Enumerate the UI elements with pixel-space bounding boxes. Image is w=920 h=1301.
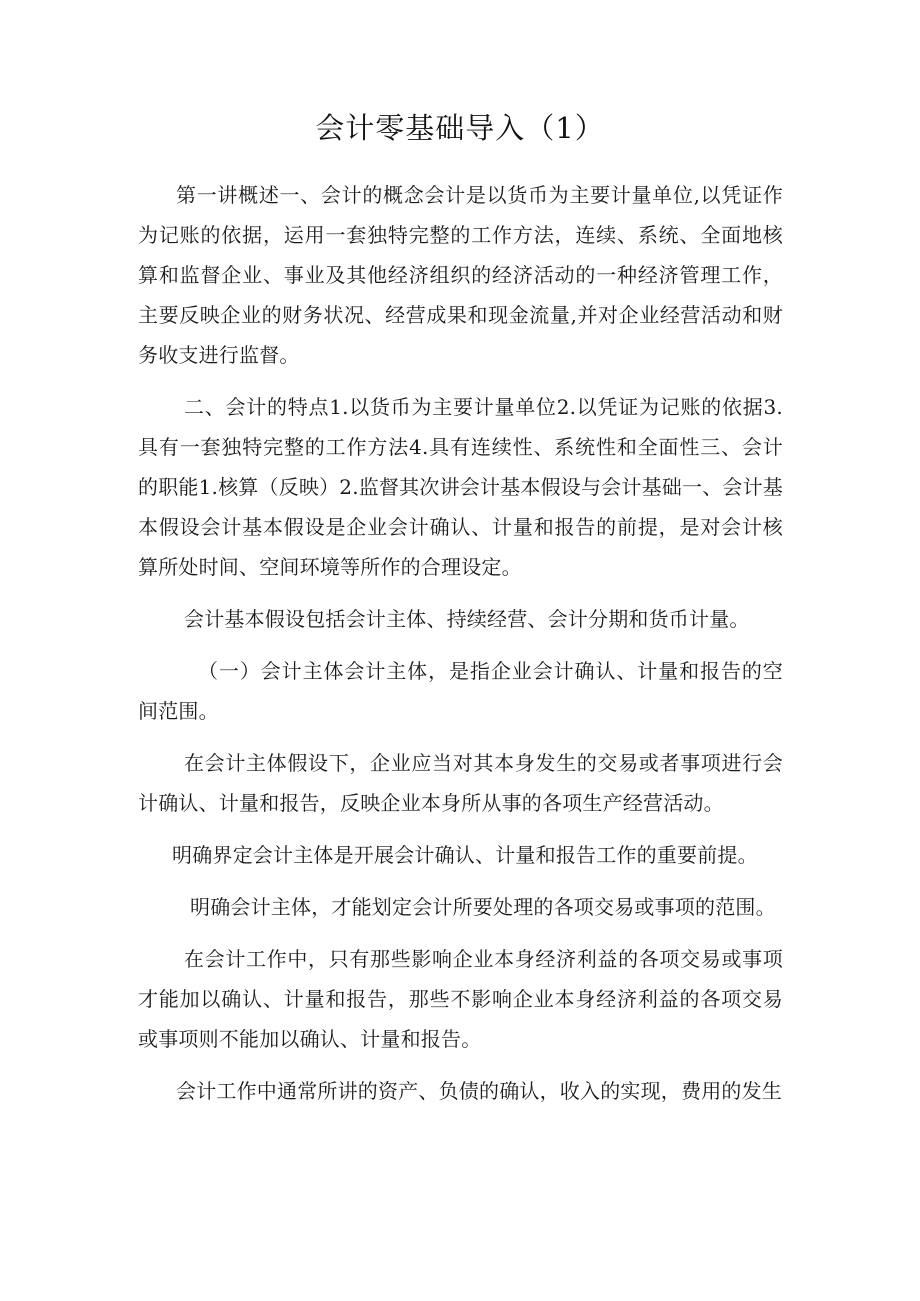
document-title: 会计零基础导入（1）: [315, 111, 605, 145]
paragraph-accounting-features: 二、会计的特点1.以货币为主要计量单位2.以凭证为记账的依据3.具有一套独特完整的工作方法4.具有连续性、系统性和全面性三、会计的职能1.核算（反映）2.监督其次讲会计基本假设与会计基础一、会计基本假设会计基本假设是企业会计确认、计量和报告的前提，是对会计核算所处时间、空间环境等所作的合理设定。: [138, 395, 783, 579]
paragraph-common-terms: 会计工作中通常所讲的资产、负债的确认，收入的实现，费用的发生: [176, 1079, 782, 1103]
paragraph-basic-assumptions: 会计基本假设包括会计主体、持续经营、会计分期和货币计量。: [184, 607, 750, 631]
paragraph-entity-assumption: 在会计主体假设下，企业应当对其本身发生的交易或者事项进行会计确认、计量和报告，反映企业本身所从事的各项生产经营活动。: [138, 751, 783, 815]
paragraph-accounting-concept: 第一讲概述一、会计的概念会计是以货币为主要计量单位,以凭证作为记账的依据，运用一套独特完整的工作方法，连续、系统、全面地核算和监督企业、事业及其他经济组织的经济活动的一种经济管理工作，主要反映企业的财务状况、经营成果和现金流量,并对企业经营活动和财务收支进行监督。: [138, 183, 783, 367]
paragraph-entity-scope: 明确会计主体，才能划定会计所要处理的各项交易或事项的范围。: [190, 895, 776, 919]
paragraph-accounting-entity: （一）会计主体会计主体，是指企业会计确认、计量和报告的空间范围。: [138, 659, 783, 723]
paragraph-economic-interest: 在会计工作中，只有那些影响企业本身经济利益的各项交易或事项才能加以确认、计量和报告，那些不影响企业本身经济利益的各项交易或事项则不能加以确认、计量和报告。: [138, 947, 783, 1051]
paragraph-define-entity: 明确界定会计主体是开展会计确认、计量和报告工作的重要前提。: [172, 843, 758, 867]
document-body: [138, 175, 783, 1123]
